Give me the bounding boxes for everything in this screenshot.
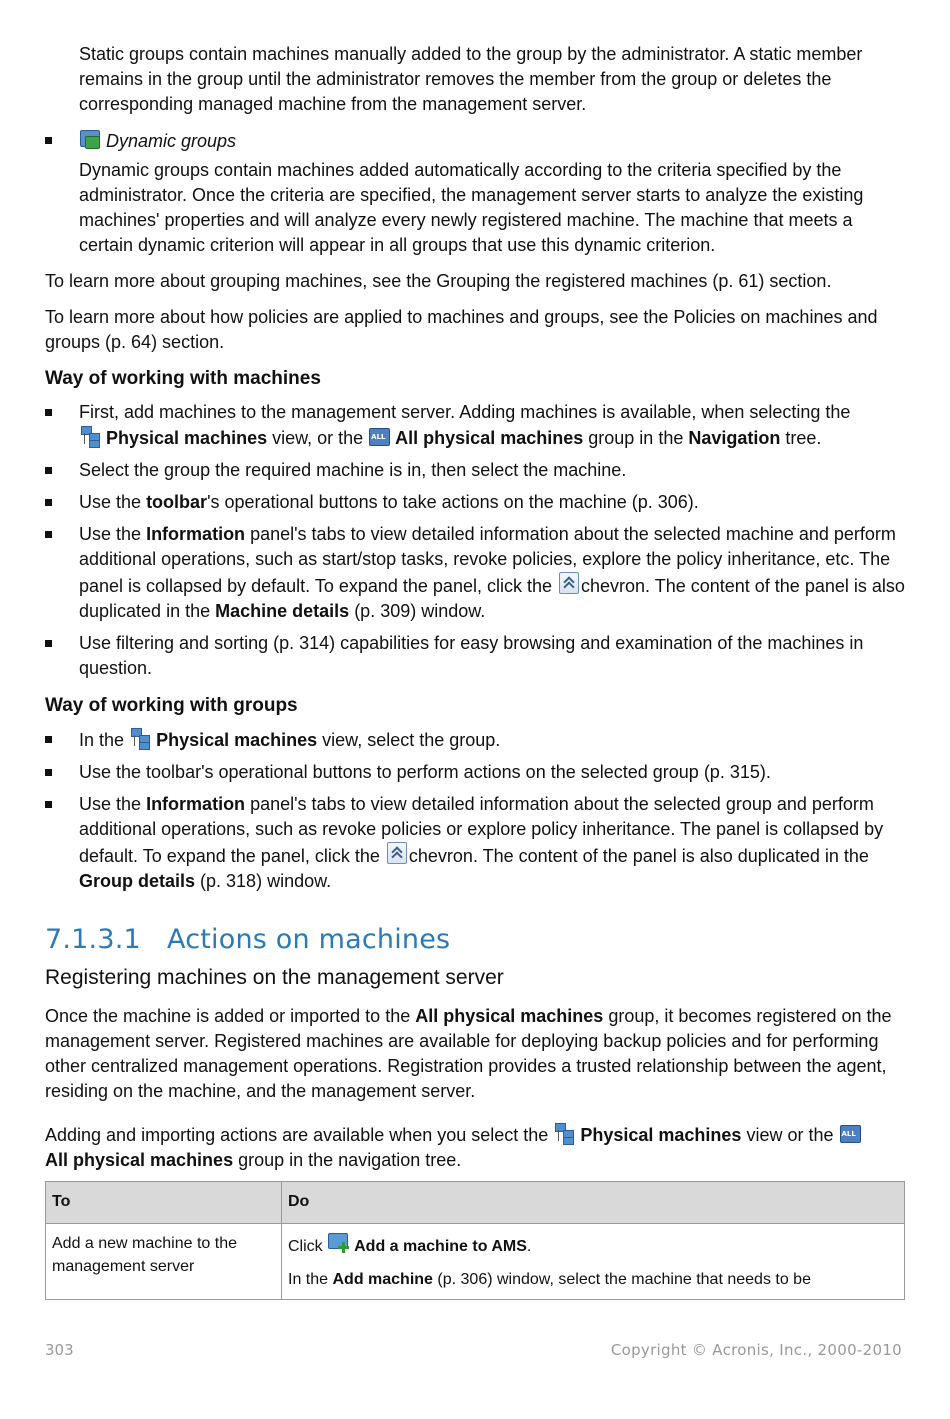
groups-heading: Way of working with groups bbox=[45, 695, 298, 716]
table-header-row bbox=[46, 1182, 905, 1224]
physical-machines-icon bbox=[553, 1122, 575, 1144]
all-physical-machines-icon: ALL bbox=[368, 425, 390, 447]
table-cell-do: Click Add a machine to AMS. In the Add machine (p. 306) window, select the machine that needs to be bbox=[282, 1224, 905, 1300]
registration-paragraph: Once the machine is added or imported to the All physical machines group, it becomes registered on the management server. Registered machines are available for deploying backup policies and for performing other centralized management operations. Registration provides a trusted relationship between the agent, residing on the machine, and the management server. bbox=[45, 1006, 892, 1101]
dynamic-groups-description: Dynamic groups contain machines added automatically according to the criteria specified by the administrator. Once the criteria are specified, the management server starts to analyze the existing machines' properties and will analyze every newly registered machine. The machine that meets a certain dynamic criterion will appear in all groups that use this dynamic criterion. bbox=[79, 160, 864, 255]
list-item: First, add machines to the management server. Adding machines is available, when selecting the Physical machines view, or the ALL All physical machines group in the Navigation tree. bbox=[45, 400, 907, 451]
dynamic-groups-list bbox=[45, 128, 907, 154]
section-heading bbox=[45, 924, 907, 956]
section-title: Actions on machines bbox=[167, 924, 451, 955]
groups-list bbox=[45, 727, 907, 894]
physical-machines-icon bbox=[129, 727, 151, 749]
machines-heading: Way of working with machines bbox=[45, 368, 321, 389]
chevron-up-icon bbox=[559, 572, 579, 594]
table-row bbox=[46, 1224, 905, 1300]
list-item: Use the Information panel's tabs to view detailed information about the selected machine and perform additional operations, such as start/stop tasks, revoke policies, explore the policy inheritance, etc. The panel is collapsed by default. To expand the panel, click the chevron. The content of the panel is also duplicated in the Machine details (p. 309) window. bbox=[45, 522, 907, 624]
list-item: Use the toolbar's operational buttons to perform actions on the selected group (p. 315). bbox=[45, 760, 907, 785]
bullet-icon bbox=[45, 769, 52, 776]
registering-subheading: Registering machines on the management server bbox=[45, 966, 504, 989]
chevron-up-icon bbox=[387, 842, 407, 864]
bullet-icon bbox=[45, 137, 52, 144]
actions-table bbox=[45, 1181, 905, 1300]
copyright: Copyright © Acronis, Inc., 2000-2010 bbox=[610, 1341, 902, 1359]
static-groups-description: Static groups contain machines manually added to the group by the administrator. A static member remains in the group until the administrator removes the member from the group or deletes the corresponding managed machine from the management server. bbox=[79, 44, 863, 114]
page-number: 303 bbox=[45, 1341, 74, 1359]
physical-machines-icon bbox=[79, 425, 101, 447]
bullet-icon bbox=[45, 499, 52, 506]
list-item: Select the group the required machine is in, then select the machine. bbox=[45, 458, 907, 483]
list-item: Use filtering and sorting (p. 314) capabilities for easy browsing and examination of the machines in question. bbox=[45, 631, 907, 681]
list-item: Use the toolbar's operational buttons to take actions on the machine (p. 306). bbox=[45, 490, 907, 515]
policies-reference: To learn more about how policies are applied to machines and groups, see the Policies on machines and groups (p. 64) section. bbox=[45, 307, 878, 352]
list-item: Use the Information panel's tabs to view detailed information about the selected group and perform additional operations, such as revoke policies or explore policy inheritance. The panel is collapsed by default. To expand the panel, click the chevron. The content of the panel is also duplicated in the Group details (p. 318) window. bbox=[45, 792, 907, 894]
bullet-icon bbox=[45, 467, 52, 474]
list-item bbox=[45, 128, 907, 154]
grouping-reference: To learn more about grouping machines, see the Grouping the registered machines (p. 61) section. bbox=[45, 271, 832, 291]
all-physical-machines-icon: ALL bbox=[839, 1122, 861, 1144]
machines-list bbox=[45, 400, 907, 681]
list-item: In the Physical machines view, select the group. bbox=[45, 727, 907, 753]
bullet-icon bbox=[45, 801, 52, 808]
bullet-icon bbox=[45, 640, 52, 647]
bullet-icon bbox=[45, 531, 52, 538]
page-footer bbox=[45, 1341, 902, 1359]
adding-paragraph: Adding and importing actions are available when you select the Physical machines view or the ALL All physical machines group in the navigation tree. bbox=[45, 1122, 907, 1173]
dynamic-group-icon bbox=[79, 128, 101, 150]
section-number: 7.1.3.1 bbox=[45, 924, 141, 955]
page-content bbox=[45, 42, 907, 1300]
add-machine-icon bbox=[327, 1232, 349, 1254]
bullet-icon bbox=[45, 409, 52, 416]
column-header-to: To bbox=[46, 1182, 282, 1224]
column-header-do: Do bbox=[282, 1182, 905, 1224]
table-cell-to: Add a new machine to the management server bbox=[46, 1224, 282, 1300]
bullet-icon bbox=[45, 736, 52, 743]
dynamic-groups-label: Dynamic groups bbox=[106, 131, 237, 151]
